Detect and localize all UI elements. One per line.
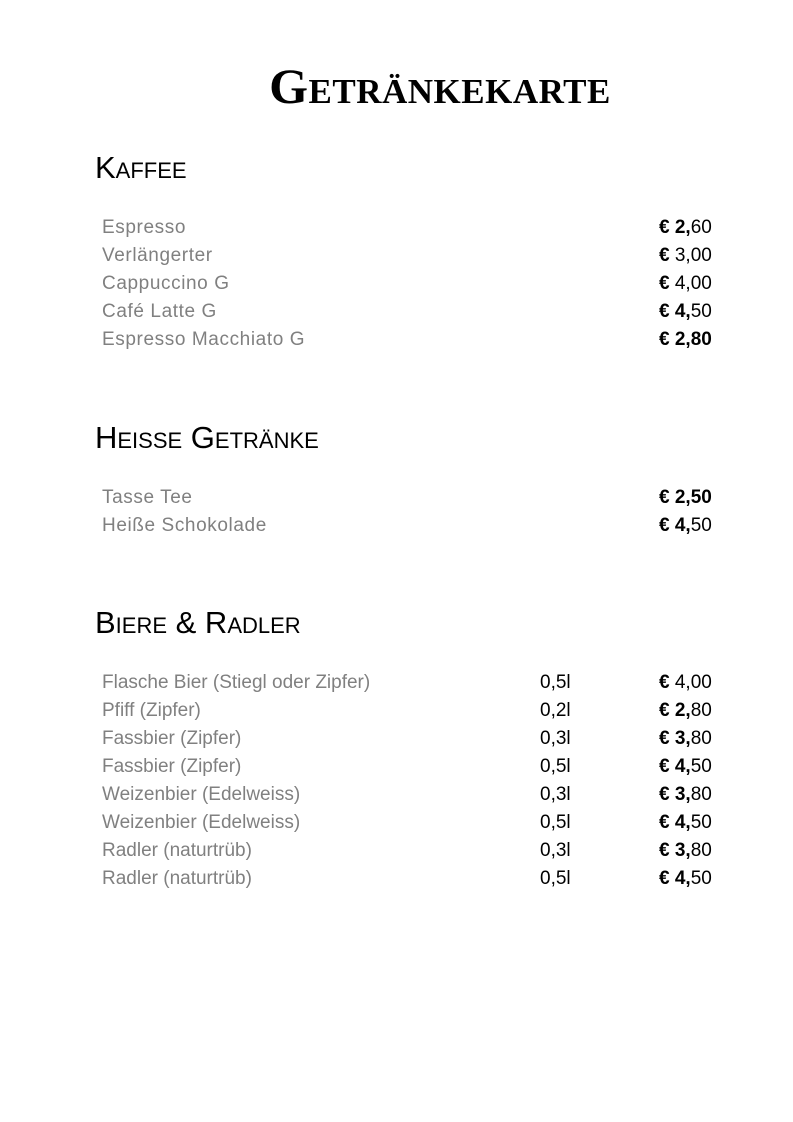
item-name: Cappuccino G [102, 273, 230, 294]
menu-item-row [0, 512, 793, 540]
price-bold-part: € 3, [659, 784, 691, 805]
item-size: 0,3l [540, 784, 571, 805]
menu-title: Getränkekarte [269, 58, 611, 114]
price-bold-part: € [659, 672, 675, 693]
section-heisse-getraenke-list [0, 484, 793, 540]
menu-item-row [0, 753, 793, 781]
item-name: Fassbier (Zipfer) [102, 756, 242, 777]
price-rest-part: 50 [690, 868, 712, 889]
menu-item-row [0, 326, 793, 354]
item-price [659, 809, 712, 837]
price-bold-part: € 2, [659, 217, 691, 238]
price-rest-part: 80 [690, 728, 712, 749]
price-rest-part: 50 [690, 301, 712, 322]
section-heading-kaffee: Kaffee [95, 150, 187, 185]
item-size: 0,3l [540, 840, 571, 861]
item-price [659, 214, 712, 242]
menu-item-row [0, 865, 793, 893]
item-name: Radler (naturtrüb) [102, 868, 252, 889]
item-name: Verlängerter [102, 245, 213, 266]
price-bold-part: € 4, [659, 812, 691, 833]
menu-item-row [0, 809, 793, 837]
price-rest-part: 60 [690, 217, 712, 238]
item-name: Fassbier (Zipfer) [102, 728, 242, 749]
item-price [659, 669, 712, 697]
price-rest-part: 50 [690, 812, 712, 833]
item-size: 0,5l [540, 868, 571, 889]
item-name: Weizenbier (Edelweiss) [102, 812, 301, 833]
menu-item-row [0, 669, 793, 697]
item-name: Espresso Macchiato G [102, 329, 306, 350]
item-size: 0,5l [540, 812, 571, 833]
price-rest-part: 4,00 [674, 273, 712, 294]
price-bold-part: € [659, 245, 675, 266]
item-name: Espresso [102, 217, 187, 238]
item-price [659, 781, 712, 809]
item-size: 0,5l [540, 672, 571, 693]
item-name: Café Latte G [102, 301, 217, 322]
section-heading-biere-radler: Biere & Radler [95, 605, 301, 640]
section-kaffee-list [0, 214, 793, 354]
item-size: 0,2l [540, 700, 571, 721]
item-price [659, 865, 712, 893]
item-price [659, 298, 712, 326]
item-price [659, 837, 712, 865]
item-name: Pfiff (Zipfer) [102, 700, 201, 721]
item-size: 0,3l [540, 728, 571, 749]
item-name: Flasche Bier (Stiegl oder Zipfer) [102, 672, 371, 693]
price-bold-part: € 4, [659, 301, 691, 322]
item-name: Heiße Schokolade [102, 515, 267, 536]
item-name: Weizenbier (Edelweiss) [102, 784, 301, 805]
item-price [659, 242, 712, 270]
price-rest-part: 80 [690, 840, 712, 861]
price-bold-part: € 2,80 [659, 329, 712, 350]
price-bold-part: € 4, [659, 868, 691, 889]
item-price [659, 725, 712, 753]
price-bold-part: € 3, [659, 840, 691, 861]
section-biere-radler-list [0, 669, 793, 893]
item-price [659, 326, 712, 354]
item-price [659, 697, 712, 725]
price-rest-part: 50 [690, 515, 712, 536]
menu-item-row [0, 781, 793, 809]
price-bold-part: € 4, [659, 756, 691, 777]
item-price [659, 270, 712, 298]
menu-item-row [0, 697, 793, 725]
item-name: Tasse Tee [102, 487, 193, 508]
item-price [659, 512, 712, 540]
menu-item-row [0, 484, 793, 512]
price-rest-part: 80 [690, 700, 712, 721]
price-rest-part: 3,00 [674, 245, 712, 266]
price-rest-part: 80 [690, 784, 712, 805]
section-heading-heisse-getraenke: Heiße Getränke [95, 420, 319, 455]
item-size: 0,5l [540, 756, 571, 777]
menu-item-row [0, 242, 793, 270]
item-name: Radler (naturtrüb) [102, 840, 252, 861]
price-bold-part: € 2,50 [659, 487, 712, 508]
menu-item-row [0, 214, 793, 242]
menu-item-row [0, 270, 793, 298]
menu-item-row [0, 837, 793, 865]
item-price [659, 753, 712, 781]
price-bold-part: € 2, [659, 700, 691, 721]
price-bold-part: € [659, 273, 675, 294]
price-bold-part: € 3, [659, 728, 691, 749]
menu-item-row [0, 298, 793, 326]
item-price [659, 484, 712, 512]
price-rest-part: 4,00 [674, 672, 712, 693]
price-rest-part: 50 [690, 756, 712, 777]
price-bold-part: € 4, [659, 515, 691, 536]
menu-item-row [0, 725, 793, 753]
